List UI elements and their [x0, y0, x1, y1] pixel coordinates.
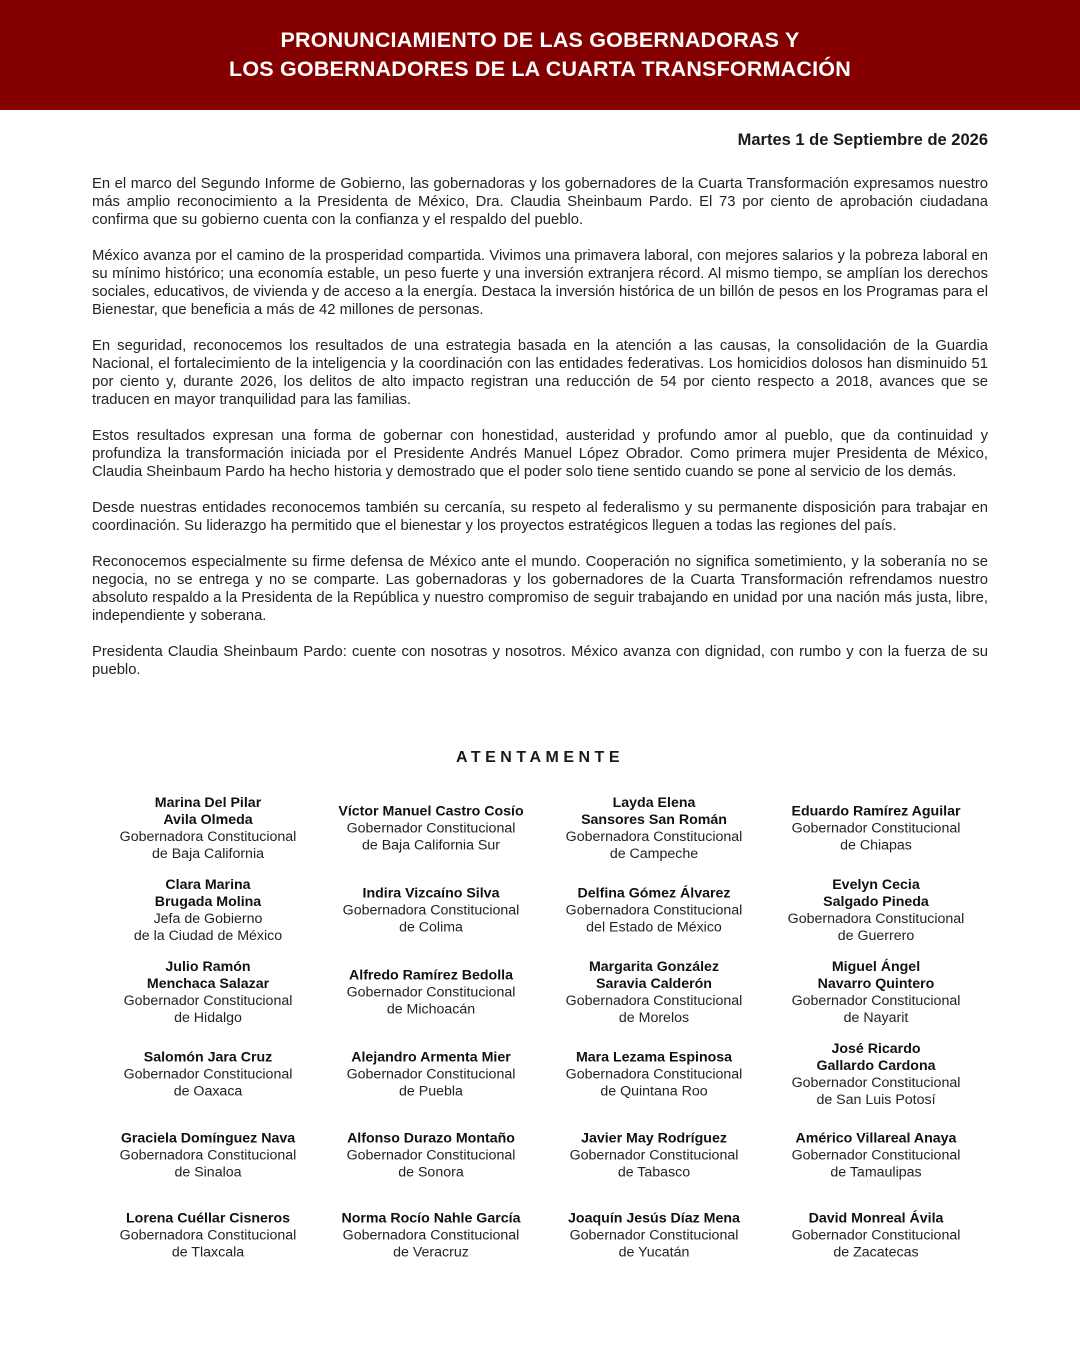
signatory-role: de Puebla: [399, 1083, 463, 1100]
signatory-name: Clara Marina: [165, 877, 251, 893]
signatory-role: Gobernadora Constitucional: [119, 829, 297, 845]
paragraph: En el marco del Segundo Informe de Gobierno, las gobernadoras y los gobernadores de la Cuarta Transformación expresamos nuestro más amplio reconocimiento a la Presidenta de México, Dra. Claudia Sheinbaum Pardo. El 73 por ciento de aprobación ciudadana confirma que su gobierno cuenta con la confianza y el respaldo del pueblo.: [92, 176, 988, 228]
signatory-role: Gobernador Constitucional: [346, 820, 516, 837]
signatory-role: de Quintana Roo: [600, 1083, 708, 1100]
title-line-1: PRONUNCIAMIENTO DE LAS GOBERNADORAS Y: [280, 28, 800, 52]
signatory: [761, 959, 991, 1027]
signatory: [539, 1050, 769, 1101]
signatory-role: de San Luis Potosí: [816, 1092, 936, 1108]
signatory-role: Gobernadora Constitucional: [565, 829, 743, 845]
signatory-name: Menchaca Salazar: [146, 976, 270, 992]
signatory: [539, 959, 769, 1027]
signatory-name: Avila Olmeda: [163, 812, 253, 828]
signatory-name: Víctor Manuel Castro Cosío: [338, 803, 524, 820]
signatory-name: Norma Rocío Nahle García: [341, 1210, 521, 1227]
signatory: [93, 959, 323, 1027]
signatory: [539, 1211, 769, 1262]
paragraph: Reconocemos especialmente su firme defensa de México ante el mundo. Cooperación no significa sometimiento, y la soberanía no se negocia, no se entrega y no se comparte. Las gobernadoras y los gobernadores de la Cuarta Transformación refrendamos nuestro absoluto respaldo a la Presidenta de la República y nuestro compromiso de seguir trabajando en unidad por una nación más justa, libre, independiente y soberana.: [92, 554, 988, 624]
signatory-role: de Colima: [399, 919, 463, 936]
signatory: [761, 877, 991, 945]
signatory-role: de Oaxaca: [173, 1083, 243, 1100]
signatory-name: Lorena Cuéllar Cisneros: [126, 1210, 290, 1227]
signatory-name: Salomón Jara Cruz: [143, 1049, 273, 1066]
signatory-role: de Zacatecas: [833, 1244, 919, 1261]
signatory-role: de la Ciudad de México: [133, 928, 283, 944]
signatory: [93, 1050, 323, 1101]
signatory-role: de Hidalgo: [174, 1010, 242, 1026]
signatory-role: de Baja California Sur: [361, 837, 500, 854]
signatory-role: Gobernador Constitucional: [791, 993, 961, 1009]
signatory-role: Gobernador Constitucional: [791, 1075, 961, 1091]
signatory-name: Margarita González: [588, 959, 720, 975]
signatory-role: de Tamaulipas: [830, 1164, 922, 1181]
signatory-name: Gallardo Cardona: [816, 1058, 936, 1074]
signatory: [316, 1131, 546, 1182]
signatory-role: de Tabasco: [617, 1164, 691, 1181]
signatory: [761, 1041, 991, 1109]
signatory: [761, 1131, 991, 1182]
signatory-role: Gobernadora Constitucional: [342, 1227, 520, 1244]
signatory: [316, 1211, 546, 1262]
signatory: [539, 1131, 769, 1182]
signatory-role: Gobernador Constitucional: [791, 1227, 961, 1244]
signatory-name: David Monreal Ávila: [808, 1210, 944, 1227]
signatory-name: Alfredo Ramírez Bedolla: [349, 967, 513, 984]
signatory-role: Gobernador Constitucional: [791, 1147, 961, 1164]
signatory-role: Gobernador Constitucional: [346, 1066, 516, 1083]
signatory-role: de Sinaloa: [174, 1164, 242, 1181]
signatory: [316, 804, 546, 855]
signatory-role: Gobernadora Constitucional: [342, 902, 520, 919]
signatory: [316, 886, 546, 937]
signatory-name: Eduardo Ramírez Aguilar: [791, 803, 961, 820]
signatory-role: de Sonora: [398, 1164, 464, 1181]
signatory-role: Gobernadora Constitucional: [565, 1066, 743, 1083]
signatory-name: Américo Villareal Anaya: [795, 1130, 957, 1147]
signatory-role: de Guerrero: [837, 928, 915, 944]
signatory-name: Miguel Ángel: [831, 959, 921, 975]
statement-body: [92, 175, 988, 697]
signatory-name: Graciela Domínguez Nava: [120, 1130, 296, 1147]
signatory-name: Julio Ramón: [165, 959, 251, 975]
signatory-name: Sansores San Román: [581, 812, 727, 828]
title-line-2: LOS GOBERNADORES DE LA CUARTA TRANSFORMACIÓN: [229, 57, 851, 81]
paragraph: En seguridad, reconocemos los resultados de una estrategia basada en la atención a las causas, la consolidación de la Guardia Nacional, el fortalecimiento de la inteligencia y la coordinación con las entidades federativas. Los homicidios dolosos han disminuido 51 por ciento y, durante 2026, los delitos de alto impacto registran una reducción de 54 por ciento respecto a 2018, avances que se traducen en mayor tranquilidad para las familias.: [92, 338, 988, 408]
signatory-name: Indira Vizcaíno Silva: [362, 885, 500, 902]
signatory-name: Layda Elena: [612, 795, 696, 811]
paragraph: México avanza por el camino de la prosperidad compartida. Vivimos una primavera laboral, con mejores salarios y la pobreza laboral en su mínimo histórico; una economía estable, un peso fuerte y una inversión extranjera récord. Al mismo tiempo, se amplían los derechos sociales, educativos, de vivienda y de acceso a la energía. Destaca la inversión histórica de un billón de pesos en los Programas para el Bienestar, que beneficia a más de 42 millones de personas.: [92, 248, 988, 318]
signatory: [316, 1050, 546, 1101]
signatory: [761, 1211, 991, 1262]
signatory-role: de Veracruz: [393, 1244, 469, 1261]
signatory-name: Mara Lezama Espinosa: [575, 1049, 733, 1066]
signatory-role: de Campeche: [609, 846, 699, 862]
signatory-role: de Michoacán: [386, 1001, 476, 1018]
signatory-name: Delfina Gómez Álvarez: [577, 885, 731, 902]
signatory-role: de Tlaxcala: [171, 1244, 245, 1261]
signatory: [93, 1131, 323, 1182]
signatory: [316, 968, 546, 1019]
signatory-role: Gobernadora Constitucional: [565, 993, 743, 1009]
signatory-name: Marina Del Pilar: [154, 795, 262, 811]
paragraph: Estos resultados expresan una forma de gobernar con honestidad, austeridad y profundo amor al pueblo, que da continuidad y profundiza la transformación iniciada por el Presidente Andrés Manuel López Obrador. Como primera mujer Presidenta de México, Claudia Sheinbaum Pardo ha hecho historia y demostrado que el poder solo tiene sentido cuando se pone al servicio de los demás.: [92, 428, 988, 480]
signatory: [93, 1211, 323, 1262]
signatory: [93, 877, 323, 945]
signatory-role: Gobernador Constitucional: [123, 993, 293, 1009]
signatory: [761, 804, 991, 855]
signatory-role: Gobernadora Constitucional: [565, 902, 743, 919]
signatory-role: de Yucatán: [618, 1244, 690, 1261]
signatory-name: Joaquín Jesús Díaz Mena: [568, 1210, 740, 1227]
signatory-name: Alejandro Armenta Mier: [351, 1049, 511, 1066]
signatory-name: Navarro Quintero: [817, 976, 935, 992]
signatory-role: Gobernador Constitucional: [346, 984, 516, 1001]
signatory-name: Alfonso Durazo Montaño: [347, 1130, 515, 1147]
signatory-name: Brugada Molina: [154, 894, 262, 910]
signatory-role: de Nayarit: [843, 1010, 909, 1026]
closing-heading: ATENTAMENTE: [455, 749, 624, 766]
signatory-name: Javier May Rodríguez: [581, 1130, 727, 1147]
signatory-name: José Ricardo: [831, 1041, 921, 1057]
signatory-role: del Estado de México: [586, 919, 722, 936]
signatory-role: de Morelos: [618, 1010, 690, 1026]
signatory-role: de Baja California: [152, 846, 264, 862]
signatory-role: Gobernador Constitucional: [791, 820, 961, 837]
signatory-role: Gobernador Constitucional: [123, 1066, 293, 1083]
signatory-role: Jefa de Gobierno: [153, 911, 263, 927]
signatory-role: Gobernadora Constitucional: [119, 1227, 297, 1244]
paragraph: Presidenta Claudia Sheinbaum Pardo: cuente con nosotras y nosotros. México avanza con dignidad, con rumbo y con la fuerza de su pueblo.: [92, 644, 988, 678]
signatory-name: Salgado Pineda: [823, 894, 929, 910]
signatory-role: de Chiapas: [840, 837, 912, 854]
signatory-role: Gobernador Constitucional: [569, 1227, 739, 1244]
header-banner: [0, 0, 1080, 110]
document-date: Martes 1 de Septiembre de 2026: [737, 131, 988, 149]
signatory: [539, 886, 769, 937]
signatory-role: Gobernador Constitucional: [569, 1147, 739, 1164]
signatory-role: Gobernador Constitucional: [346, 1147, 516, 1164]
signatory-name: Evelyn Cecia: [832, 877, 920, 893]
paragraph: Desde nuestras entidades reconocemos también su cercanía, su respeto al federalismo y su permanente disposición para trabajar en coordinación. Su liderazgo ha permitido que el bienestar y los proyectos estratégicos lleguen a todas las regiones del país.: [92, 500, 988, 534]
signatory: [93, 795, 323, 863]
signatory-role: Gobernadora Constitucional: [119, 1147, 297, 1164]
signatory-name: Saravia Calderón: [596, 976, 712, 992]
signatory-role: Gobernadora Constitucional: [787, 911, 965, 927]
signatory: [539, 795, 769, 863]
